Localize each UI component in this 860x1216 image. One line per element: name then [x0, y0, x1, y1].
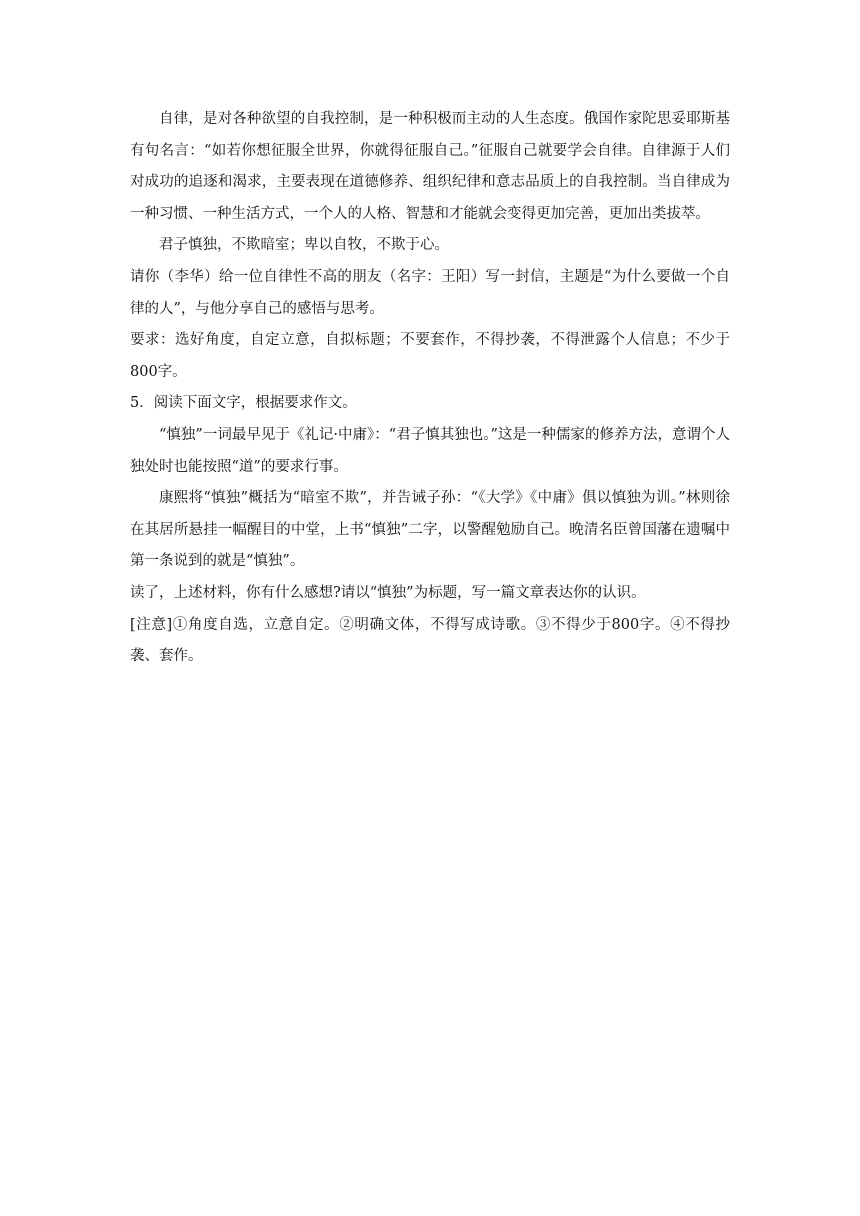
paragraph-requirements: 要求：选好角度，自定立意，自拟标题；不要套作，不得抄袭，不得泄露个人信息；不少于800字。	[130, 332, 730, 380]
paragraph-self-discipline-intro: 自律，是对各种欲望的自我控制，是一种积极而主动的人生态度。俄国作家陀思妥耶斯基有句名言：“如若你想征服全世界，你就得征服自己。”征服自己就要学会自律。自律源于人们对成功的追逐和渴求，主要表现在道德修养、组织纪律和意志品质上的自我控制。当自律成为一种习惯、一种生活方式，一个人的人格、智慧和才能就会变得更加完善，更加出类拔萃。	[130, 111, 730, 222]
paragraph-essay-prompt: 读了，上述材料，你有什么感想?请以“慎独”为标题，写一篇文章表达你的认识。	[130, 584, 646, 601]
question-5-heading: 5．阅读下面文字，根据要求作文。	[130, 395, 357, 412]
paragraph-notes: [注意]①角度自选，立意自定。②明确文体，不得写成诗歌。③不得少于800字。④不得抄袭、套作。	[130, 616, 730, 665]
paragraph-junzi-quote: 君子慎独，不欺暗室；卑以自牧，不欺于心。	[159, 237, 449, 254]
paragraph-letter-task: 请你（李华）给一位自律性不高的朋友（名字：王阳）写一封信，主题是“为什么要做一个自律的人”，与他分享自己的感悟与思考。	[130, 268, 730, 317]
paragraph-shendu-examples: 康熙将“慎独”概括为“暗室不欺”，并告诫子孙：“《大学》《中庸》俱以慎独为训。”林则徐在其居所悬挂一幅醒目的中堂，上书“慎独”二字，以警醒勉励自己。晚清名臣曾国藩在遗嘱中第一条说到的就是“慎独”。	[130, 490, 730, 570]
document-page	[130, 104, 730, 673]
paragraph-shendu-origin: “慎独”一词最早见于《礼记·中庸》：“君子慎其独也。”这是一种儒家的修养方法，意谓个人独处时也能按照“道”的要求行事。	[130, 426, 730, 475]
